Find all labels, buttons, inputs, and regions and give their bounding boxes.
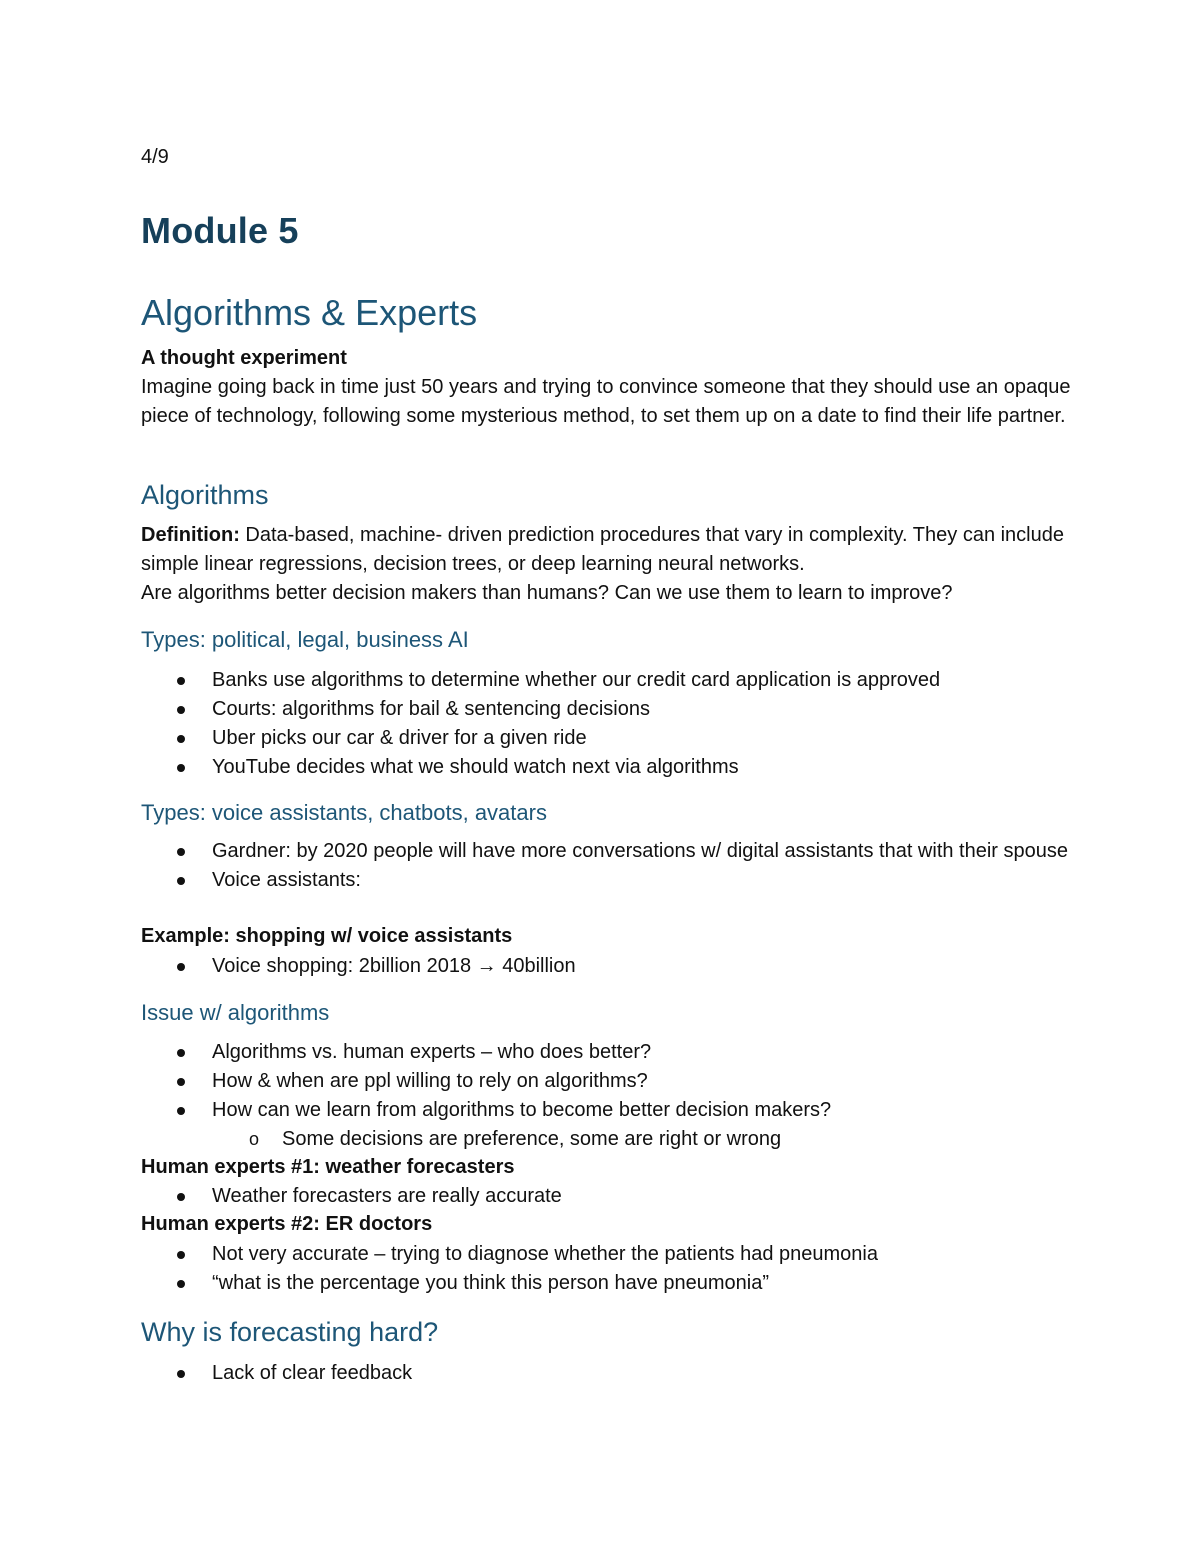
example-list [141,952,1071,981]
sub-list-item: o Some decisions are preference, some are right or wrong [141,1125,1071,1154]
list-item: How & when are ppl willing to rely on algorithms? [141,1067,1071,1096]
sub-bullet-icon: o [249,1129,260,1149]
list-item: Voice assistants: [141,866,1071,895]
bullet-icon [177,1078,185,1086]
list-item: Weather forecasters are really accurate [141,1182,1071,1211]
bullet-icon [177,877,185,885]
bullet-icon [177,706,185,714]
algorithms-heading: Algorithms [141,480,269,510]
list-item: How can we learn from algorithms to become better decision makers? [141,1096,1071,1125]
date-label: 4/9 [141,146,169,168]
list-item: Voice shopping: 2billion 2018 → 40billion [141,952,1071,981]
experts2-heading: Human experts #2: ER doctors [141,1213,433,1235]
types-voice-heading: Types: voice assistants, chatbots, avatars [141,800,547,825]
list-item: “what is the percentage you think this person have pneumonia” [141,1269,1071,1298]
bullet-icon [177,1370,185,1378]
module-title: Module 5 [141,210,299,251]
bullet-icon [177,1107,185,1115]
bullet-icon [177,1280,185,1288]
thought-experiment-heading: A thought experiment [141,347,347,369]
types-political-heading: Types: political, legal, business AI [141,627,469,652]
section-title: Algorithms & Experts [141,292,478,333]
experts2-list [141,1240,1071,1298]
definition-text: Data-based, machine- driven prediction procedures that vary in complexity. They can include simple linear regressions, decision trees, or deep learning neural networks. [141,524,1064,575]
bullet-icon [177,848,185,856]
algorithms-question: Are algorithms better decision makers than humans? Can we use them to learn to improve? [141,582,953,604]
issue-heading: Issue w/ algorithms [141,1000,330,1025]
bullet-icon [177,1193,185,1201]
bullet-icon [177,1049,185,1057]
list-item: Gardner: by 2020 people will have more conversations w/ digital assistants that with their spouse [141,837,1071,866]
list-item: Courts: algorithms for bail & sentencing decisions [141,695,1071,724]
list-item: Not very accurate – trying to diagnose whether the patients had pneumonia [141,1240,1071,1269]
bullet-icon [177,677,185,685]
issue-list [141,1038,1071,1154]
list-item: Banks use algorithms to determine whether our credit card application is approved [141,666,1071,695]
forecasting-list [141,1359,1071,1388]
bullet-icon [177,963,185,971]
types-political-list [141,666,1071,782]
experts1-heading: Human experts #1: weather forecasters [141,1156,515,1178]
list-item: Algorithms vs. human experts – who does better? [141,1038,1071,1067]
list-item: Lack of clear feedback [141,1359,1071,1388]
types-voice-list [141,837,1071,895]
example-heading: Example: shopping w/ voice assistants [141,925,513,947]
list-item: YouTube decides what we should watch next via algorithms [141,753,1071,782]
definition-label: Definition: [141,524,240,546]
thought-experiment-text: Imagine going back in time just 50 years and trying to convince someone that they should use an opaque piece of technology, following some mysterious method, to set them up on a date to find their life partner. [141,376,1071,427]
bullet-icon [177,764,185,772]
definition-paragraph [141,521,1071,579]
bullet-icon [177,1251,185,1259]
experts1-list [141,1182,1071,1211]
bullet-icon [177,735,185,743]
list-item: Uber picks our car & driver for a given ride [141,724,1071,753]
forecasting-heading: Why is forecasting hard? [141,1317,439,1347]
